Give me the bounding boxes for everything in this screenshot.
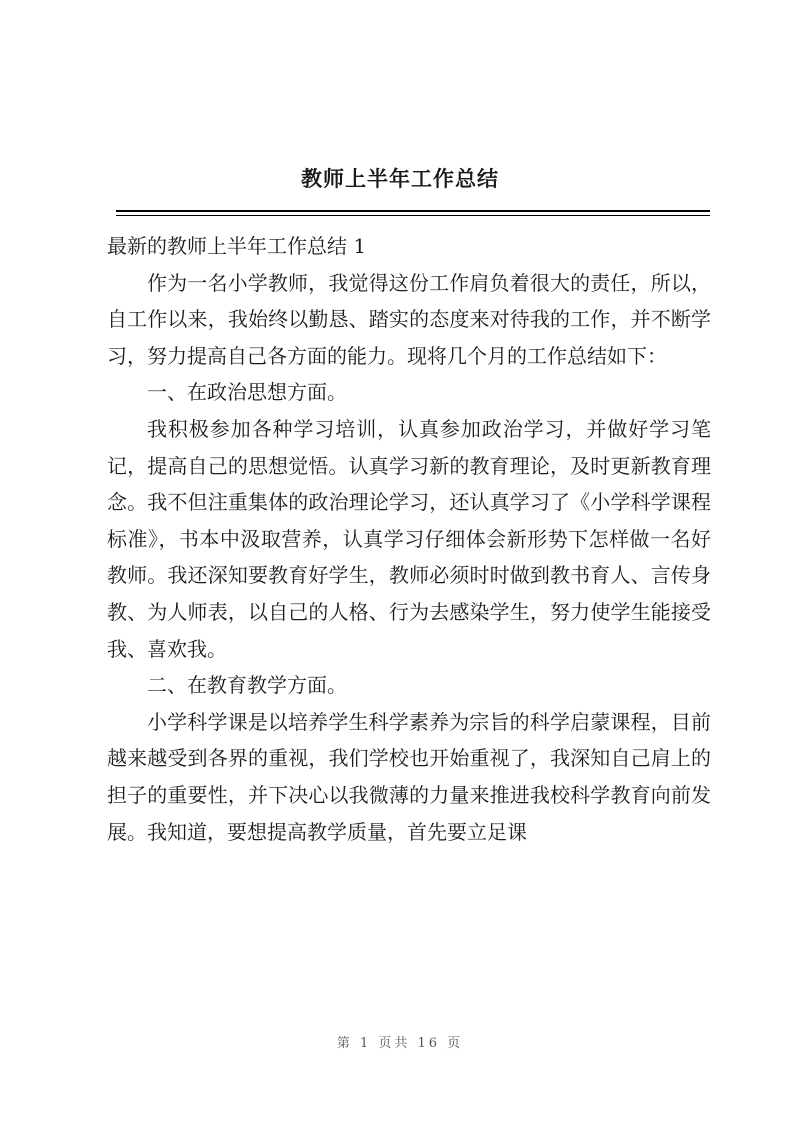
body-paragraph: 我积极参加各种学习培训，认真参加政治学习，并做好学习笔记，提高自己的思想觉悟。认真学习新的教育理论，及时更新教育理念。我不但注重集体的政治理论学习，还认真学习了《小学科学课程标准》，书本中汲取营养，认真学习仔细体会新形势下怎样做一名好教师。我还深知要教育好学生，教师必须时时做到教书育人、言传身教、为人师表，以自己的人格、行为去感染学生，努力使学生能接受我、喜欢我。 [107, 416, 711, 661]
document-body [107, 228, 711, 850]
section-heading: 二、在教育教学方面。 [147, 673, 347, 698]
body-paragraph: 作为一名小学教师，我觉得这份工作肩负着很大的责任，所以，自工作以来，我始终以勤恳、踏实的态度来对待我的工作，并不断学习，努力提高自己各方面的能力。现将几个月的工作总结如下： [107, 270, 711, 368]
document-title: 教师上半年工作总结 [301, 167, 499, 191]
body-paragraph: 小学科学课是以培养学生科学素养为宗旨的科学启蒙课程，目前越来越受到各界的重视，我们学校也开始重视了，我深知自己肩上的担子的重要性，并下决心以我微薄的力量来推进我校科学教育向前发展。我知道，要想提高教学质量，首先要立足课 [107, 709, 711, 844]
subtitle-paragraph: 最新的教师上半年工作总结 1 [107, 234, 367, 258]
title-rule-thin [116, 215, 710, 216]
page-footer: 第 1 页共 16 页 [336, 1036, 464, 1051]
section-heading: 一、在政治思想方面。 [147, 380, 347, 405]
title-rule-thick [116, 210, 710, 212]
